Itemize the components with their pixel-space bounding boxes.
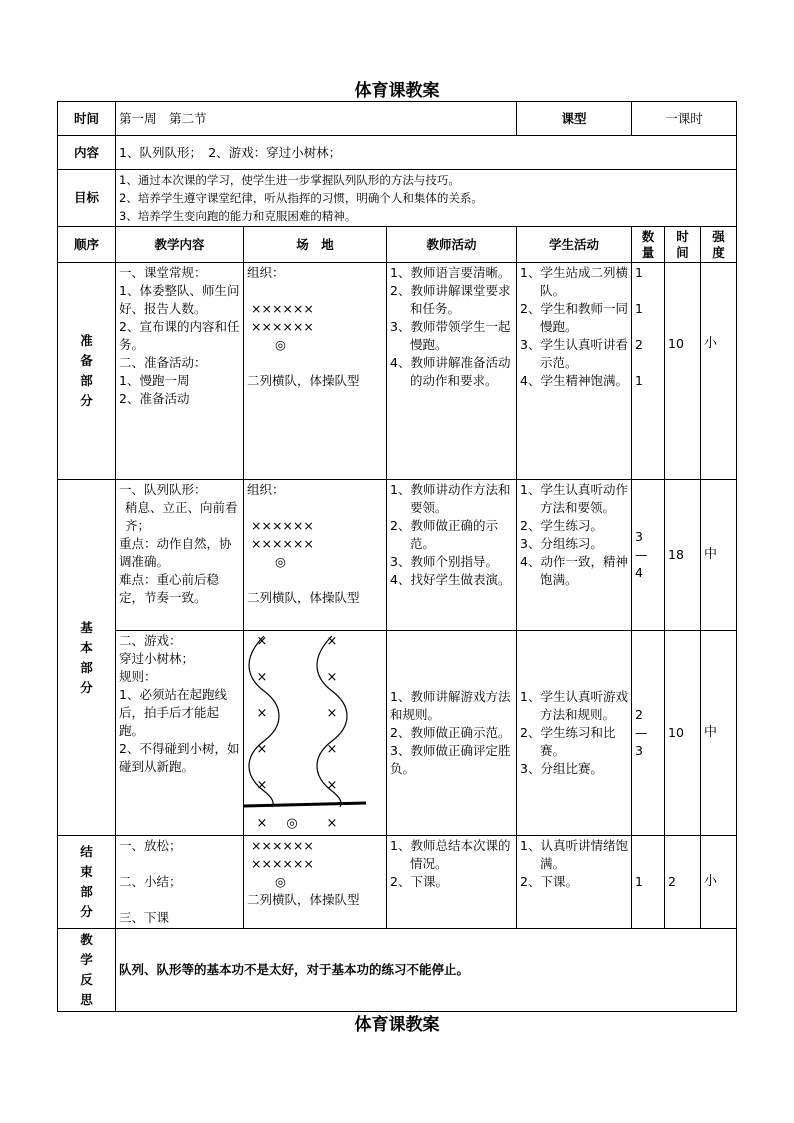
- col-order: 顺序: [58, 227, 116, 263]
- tree-mark: ×: [326, 706, 338, 721]
- time-label: 时间: [58, 102, 116, 136]
- goal-list: [116, 170, 737, 227]
- prep-time: 10: [665, 263, 701, 480]
- game-diagram: [244, 631, 387, 835]
- time-value: 第一周 第二节: [116, 102, 517, 136]
- tree-mark: ×: [256, 706, 268, 721]
- basic2-student: 1、学生认真听游戏方法和规则。 2、学生练习和比赛。 3、分组比赛。: [517, 631, 632, 836]
- player-mark: ×: [256, 816, 268, 831]
- goal-item: 2、培养学生遵守课堂纪律，听从指挥的习惯，明确个人和集体的关系。: [119, 191, 483, 205]
- page-title: 体育课教案: [354, 81, 440, 101]
- basic1-teacher: 1、教师讲动作方法和要领。 2、教师做正确的示范。 3、教师个别指导。 4、找好学生做表演。: [387, 480, 517, 631]
- col-time: 时 间: [665, 227, 701, 263]
- tree-mark: ×: [326, 670, 338, 685]
- col-count: 数 量: [632, 227, 665, 263]
- basic1-venue: 组织： ×××××× ×××××× ◎ 二列横队，体操队型: [244, 480, 387, 631]
- prep-row: [58, 263, 737, 480]
- tree-mark: ×: [256, 634, 268, 649]
- basic1-time: 18: [665, 480, 701, 631]
- game-diagram-cell: [244, 631, 387, 836]
- end-row: [58, 836, 737, 929]
- goal-label: 目标: [58, 170, 116, 227]
- prep-teacher: 1、教师语言要清晰。 2、教师讲解课堂要求和任务。 3、教师带领学生一起慢跑。 4、教师讲解准备活动的动作和要求。: [387, 263, 517, 480]
- prep-content: 一、课堂常规： 1、体委整队、师生问好、报告人数。 2、宣布课的内容和任务。 二、准备活动： 1、慢跑一周 2、准备活动: [116, 263, 244, 480]
- basic1-intensity: 中: [701, 480, 737, 631]
- end-intensity: 小: [701, 836, 737, 929]
- col-intensity: 强 度: [701, 227, 737, 263]
- basic1-content: 一、队列队形： 稍息、立正、向前看齐； 重点：动作自然，协调准确。 难点：重心前后稳定，节奏一致。: [116, 480, 244, 631]
- end-venue: ×××××× ×××××× ◎ 二列横队，体操队型: [244, 836, 387, 929]
- content-label: 内容: [58, 136, 116, 170]
- prep-student: 1、学生站成二列横队。 2、学生和教师一同慢跑。 3、学生认真听讲看示范。 4、学生精神饱满。: [517, 263, 632, 480]
- tree-mark: ×: [326, 634, 338, 649]
- end-time: 2: [665, 836, 701, 929]
- prep-intensity: 小: [701, 263, 737, 480]
- goal-item: 1、通过本次课的学习，使学生进一步掌握队列队形的方法与技巧。: [119, 173, 460, 187]
- basic1-student: 1、学生认真听动作方法和要领。 2、学生练习。 3、分组练习。 4、动作一致，精神饱满。: [517, 480, 632, 631]
- col-teacher: 教师活动: [387, 227, 517, 263]
- basic-row-2: [58, 631, 737, 836]
- col-content: 教学内容: [116, 227, 244, 263]
- reflection-row: [58, 929, 737, 1012]
- prep-count: 1 1 2 1: [632, 263, 665, 480]
- tree-mark: ×: [256, 742, 268, 757]
- content-row: [58, 136, 737, 170]
- teacher-mark: ◎: [286, 816, 298, 831]
- basic-row-1: [58, 480, 737, 631]
- reflection-label: 教 学 反 思: [58, 929, 116, 1012]
- type-label: 课型: [517, 102, 632, 136]
- basic1-count: 3 — 4: [632, 480, 665, 631]
- player-mark: ×: [326, 816, 338, 831]
- prep-label: 准 备 部 分: [58, 263, 116, 480]
- prep-venue: 组织： ×××××× ×××××× ◎ 二列横队，体操队型: [244, 263, 387, 480]
- col-student: 学生活动: [517, 227, 632, 263]
- time-row: [58, 102, 737, 136]
- lesson-plan-table: [57, 101, 737, 1012]
- basic2-content: 二、游戏： 穿过小树林； 规则： 1、必须站在起跑线后，拍手后才能起跑。 2、不得碰到小树，如碰到从新跑。: [116, 631, 244, 836]
- tree-mark: ×: [326, 778, 338, 793]
- type-value: 一课时: [632, 102, 737, 136]
- end-count: 1: [632, 836, 665, 929]
- end-teacher: 1、教师总结本次课的情况。 2、下课。: [387, 836, 517, 929]
- basic2-teacher: 1、教师讲解游戏方法和规则。 2、教师做正确示范。 3、教师做正确评定胜负。: [387, 631, 517, 836]
- column-header-row: [58, 227, 737, 263]
- col-venue: 场 地: [244, 227, 387, 263]
- tree-mark: ×: [326, 742, 338, 757]
- tree-mark: ×: [256, 670, 268, 685]
- basic2-intensity: 中: [701, 631, 737, 836]
- end-student: 1、认真听讲情绪饱满。 2、下课。: [517, 836, 632, 929]
- reflection-text: 队列、队形等的基本功不是太好，对于基本功的练习不能停止。: [116, 929, 737, 1012]
- content-value: 1、队列队形； 2、游戏：穿过小树林；: [116, 136, 737, 170]
- end-label: 结 束 部 分: [58, 836, 116, 929]
- basic2-count: 2 — 3: [632, 631, 665, 836]
- end-content: 一、放松； 二、小结； 三、下课: [116, 836, 244, 929]
- goal-item: 3、培养学生变向跑的能力和克服困难的精神。: [119, 209, 357, 223]
- basic2-time: 10: [665, 631, 701, 836]
- tree-mark: ×: [256, 778, 268, 793]
- goal-row: [58, 170, 737, 227]
- page-title-repeat: 体育课教案: [354, 1015, 440, 1035]
- basic-label: 基 本 部 分: [58, 480, 116, 836]
